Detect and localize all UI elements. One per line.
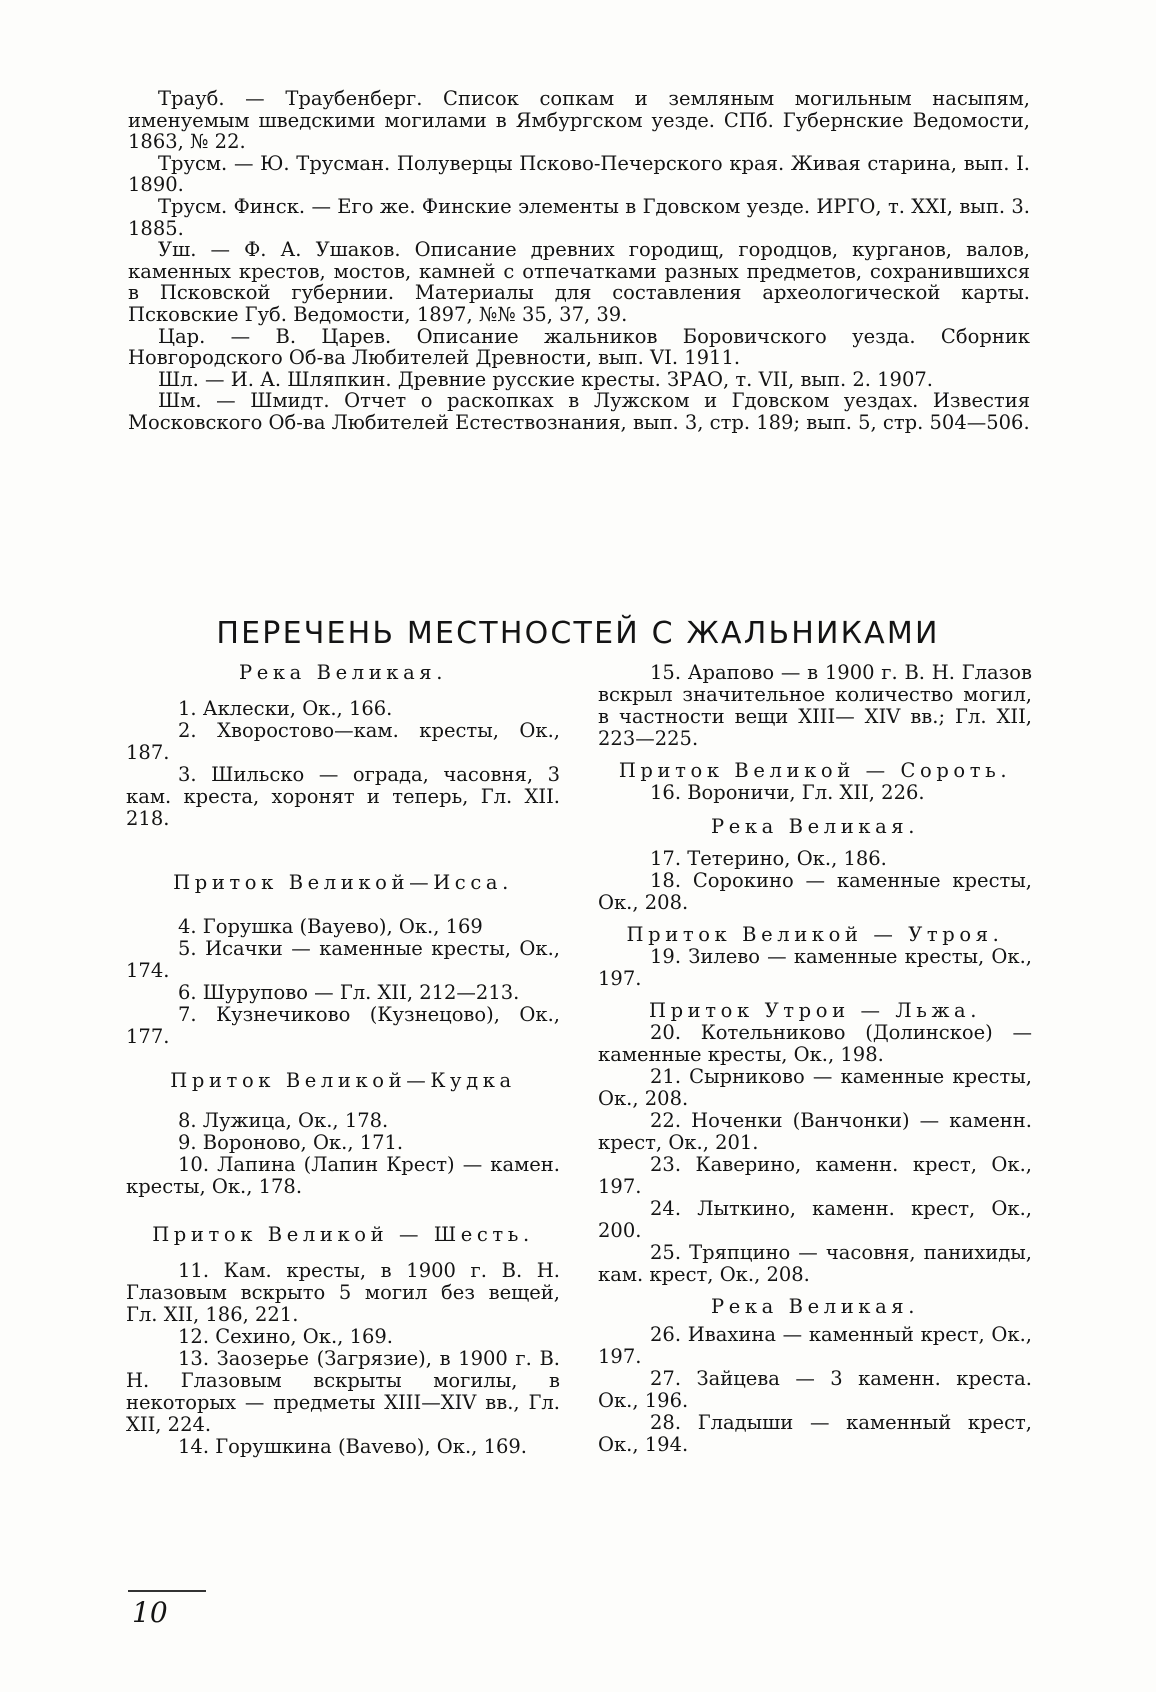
list-item: 6. Шурупово — Гл. XII, 212—213. (178, 981, 520, 1004)
list-item: 26. Ивахина — каменный крест, Ок., 197. (598, 1323, 1032, 1368)
list-item: 9. Вороново, Ок., 171. (178, 1131, 404, 1154)
river-heading: Приток Великой — Сороть. (618, 759, 1012, 782)
bibliography-entry: Цар. — В. Царев. Описание жальников Боровичского уезда. Сборник Новгородского Об-ва Любителей Древности, вып. VI. 1911. (128, 324, 1030, 370)
list-item: 17. Тетерино, Ок., 186. (650, 847, 887, 870)
list-item: 22. Ноченки (Ванчонки) — каменн. крест, Ок., 201. (598, 1109, 1032, 1154)
river-heading: Приток Великой — Утроя. (626, 923, 1004, 946)
footer-rule (128, 1590, 206, 1592)
river-heading: Приток Великой—Исса. (173, 871, 513, 894)
list-item: 10. Лапина (Лапин Крест) — камен. кресты, Ок., 178. (126, 1153, 560, 1198)
list-item: 14. Горушкина (Ваvево), Ок., 169. (178, 1435, 527, 1458)
bibliography (128, 88, 1030, 434)
list-item: 15. Арапово — в 1900 г. В. Н. Глазов вскрыл значительное количество могил, в частности вещи XIII— XIV вв.; Гл. XII, 223—225. (598, 661, 1032, 750)
list-item: 21. Сырниково — каменные кресты, Ок., 208. (598, 1065, 1032, 1110)
list-item: 23. Каверино, каменн. крест, Ок., 197. (598, 1153, 1032, 1198)
bibliography-entry: Уш. — Ф. А. Ушаков. Описание древних городищ, городцов, курганов, валов, каменных крестов, мостов, камней с отпечатками разных предметов, сохранившихся в Псковской губернии. Материалы для составления археологической карты. Псковские Губ. Ведомости, 1897, №№ 35, 37, 39. (128, 238, 1030, 326)
bibliography-entry: Шм. — Шмидт. Отчет о раскопках в Лужском и Гдовском уездах. Известия Московского Об-ва Любителей Естествознания, вып. 3, стр. 189; вып. 5, стр. 504—506. (128, 389, 1030, 434)
river-heading: Приток Великой — Шесть. (152, 1223, 534, 1246)
river-heading: Река Великая. (710, 1295, 920, 1318)
list-item: 7. Кузнечиково (Кузнецово), Ок., 177. (126, 1003, 560, 1048)
bibliography-entry: Трауб. — Траубенберг. Список сопкам и земляным могильным насыпям, именуемым шведскими могилами в Ямбургском уезде. СПб. Губернские Ведомости, 1863, № 22. (128, 87, 1030, 154)
list-item: 27. Зайцева — 3 каменн. креста. Ок., 196. (598, 1367, 1032, 1412)
river-heading: Река Великая. (710, 815, 920, 838)
list-item: 2. Хворостово—кам. кресты, Ок., 187. (126, 719, 560, 764)
section-title: ПЕРЕЧЕНЬ МЕСТНОСТЕЙ С ЖАЛЬНИКАМИ (216, 616, 940, 652)
right-column (598, 662, 1032, 1456)
river-heading: Река Великая. (238, 661, 448, 684)
list-item: 16. Вороничи, Гл. XII, 226. (650, 781, 925, 804)
list-item: 24. Лыткино, каменн. крест, Ок., 200. (598, 1197, 1032, 1242)
list-item: 8. Лужица, Ок., 178. (178, 1109, 389, 1132)
left-column (126, 662, 560, 1458)
list-item: 12. Сехино, Ок., 169. (178, 1325, 393, 1348)
list-item: 1. Аклески, Ок., 166. (178, 697, 393, 720)
list-item: 5. Исачки — каменные кресты, Ок., 174. (126, 937, 560, 982)
bibliography-entry: Трусм. — Ю. Трусман. Полуверцы Псково-Печерского края. Живая старина, вып. I. 1890. (128, 151, 1030, 197)
list-item: 4. Горушка (Вауево), Ок., 169 (178, 915, 483, 938)
bibliography-entry: Шл. — И. А. Шляпкин. Древние русские кресты. ЗРАО, т. VII, вып. 2. 1907. (158, 367, 933, 391)
list-item: 25. Тряпцино — часовня, панихиды, кам. крест, Ок., 208. (598, 1241, 1032, 1286)
list-item: 11. Кам. кресты, в 1900 г. В. Н. Глазовым вскрыто 5 могил без вещей, Гл. XII, 186, 221. (126, 1259, 560, 1326)
river-heading: Приток Великой—Кудка (170, 1069, 516, 1092)
river-heading: Приток Утрои — Льжа. (648, 999, 982, 1022)
list-item: 20. Котельниково (Долинское) — каменные кресты, Ок., 198. (598, 1021, 1032, 1066)
list-item: 3. Шильско — ограда, часовня, 3 кам. креста, хоронят и теперь, Гл. XII. 218. (126, 763, 560, 830)
list-item: 28. Гладыши — каменный крест, Ок., 194. (598, 1411, 1032, 1456)
bibliography-entry: Трусм. Финск. — Его же. Финские элементы в Гдовском уезде. ИРГО, т. XXI, вып. 3. 1885. (128, 194, 1030, 240)
list-item: 18. Сорокино — каменные кресты, Ок., 208. (598, 869, 1032, 914)
page-number: 10 (132, 1596, 168, 1629)
list-item: 19. Зилево — каменные кресты, Ок., 197. (598, 945, 1032, 990)
list-item: 13. Заозерье (Загрязие), в 1900 г. В. Н. Глазовым вскрыты могилы, в некоторых — предметы XIII—XIV вв., Гл. XII, 224. (126, 1347, 560, 1436)
